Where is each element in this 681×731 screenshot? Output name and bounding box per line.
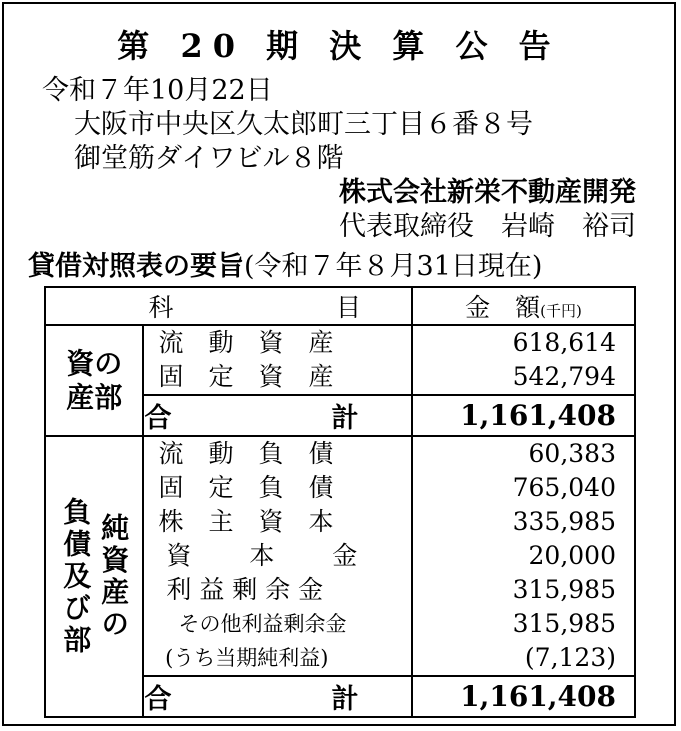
balance-sheet-heading-text: 貸借対照表の要旨: [28, 251, 244, 282]
amount-value: 765,040: [512, 473, 616, 502]
assets-label-line-1: 資の: [66, 346, 123, 380]
list-item: 固 定 負 債: [158, 473, 334, 502]
liabilities-section: [45, 436, 635, 676]
header-unit: (千円): [540, 302, 582, 320]
assets-label: [45, 325, 143, 436]
list-item: 固 定 資 産: [158, 362, 334, 391]
header-amount: [412, 287, 635, 325]
liabilities-amounts: [412, 436, 635, 676]
address-line-2: 御堂筋ダイワビル８階: [74, 143, 344, 174]
amount-value: 618,614: [512, 328, 616, 357]
assets-label-line-2: 産部: [66, 380, 123, 414]
list-item: 資 本 金: [158, 541, 358, 570]
balance-sheet-table: [44, 286, 636, 718]
amount-value: (7,123): [524, 643, 616, 672]
list-item: 利 益 剰 余 金: [158, 575, 324, 604]
list-item: 流 動 資 産: [158, 328, 334, 357]
total-label-a: 合: [144, 684, 172, 715]
amount-value: 542,794: [512, 362, 616, 391]
assets-amounts: [412, 325, 635, 395]
assets-items: [143, 325, 412, 395]
liabilities-total-label: [143, 676, 412, 717]
liabilities-label-col-1: 負債及び部: [59, 496, 93, 657]
table-header-row: [45, 287, 635, 325]
total-label-a: 合: [144, 403, 172, 434]
liabilities-label-col-2: 純資産の: [97, 512, 131, 641]
header-amount-label: 金 額: [465, 293, 541, 322]
list-item: その他利益剰余金: [158, 612, 347, 636]
amount-value: 315,985: [512, 609, 616, 638]
list-item: 流 動 負 債: [158, 439, 334, 468]
notice-date: 令和７年10月22日: [42, 75, 273, 106]
assets-total-label: [143, 395, 412, 436]
header-item-left: 科: [148, 293, 174, 322]
balance-sheet-heading: [28, 250, 542, 284]
total-label-b: 計: [331, 403, 359, 434]
assets-total-value: 1,161,408: [412, 395, 635, 436]
amount-value: 335,985: [512, 507, 616, 536]
amount-value: 60,383: [528, 439, 616, 468]
company-name: 株式会社新栄不動産開発: [339, 177, 636, 208]
list-item: (うち当期純利益): [158, 646, 329, 670]
notice-title: 第 20 期 決 算 公 告: [117, 27, 561, 65]
total-label-b: 計: [331, 684, 359, 715]
liabilities-items: [143, 436, 412, 676]
liabilities-label: [45, 436, 143, 717]
header-item-right: 目: [335, 293, 361, 322]
settlement-notice: [2, 2, 676, 726]
address-line-1: 大阪市中央区久太郎町三丁目６番８号: [74, 109, 533, 140]
liabilities-total-value: 1,161,408: [412, 676, 635, 717]
balance-sheet-date: (令和７年８月31日現在): [244, 251, 543, 282]
amount-value: 20,000: [528, 541, 616, 570]
amount-value: 315,985: [512, 575, 616, 604]
list-item: 株 主 資 本: [158, 507, 334, 536]
representative: 代表取締役 岩崎 裕司: [339, 211, 636, 242]
header-item: [45, 287, 412, 325]
assets-section: [45, 325, 635, 395]
